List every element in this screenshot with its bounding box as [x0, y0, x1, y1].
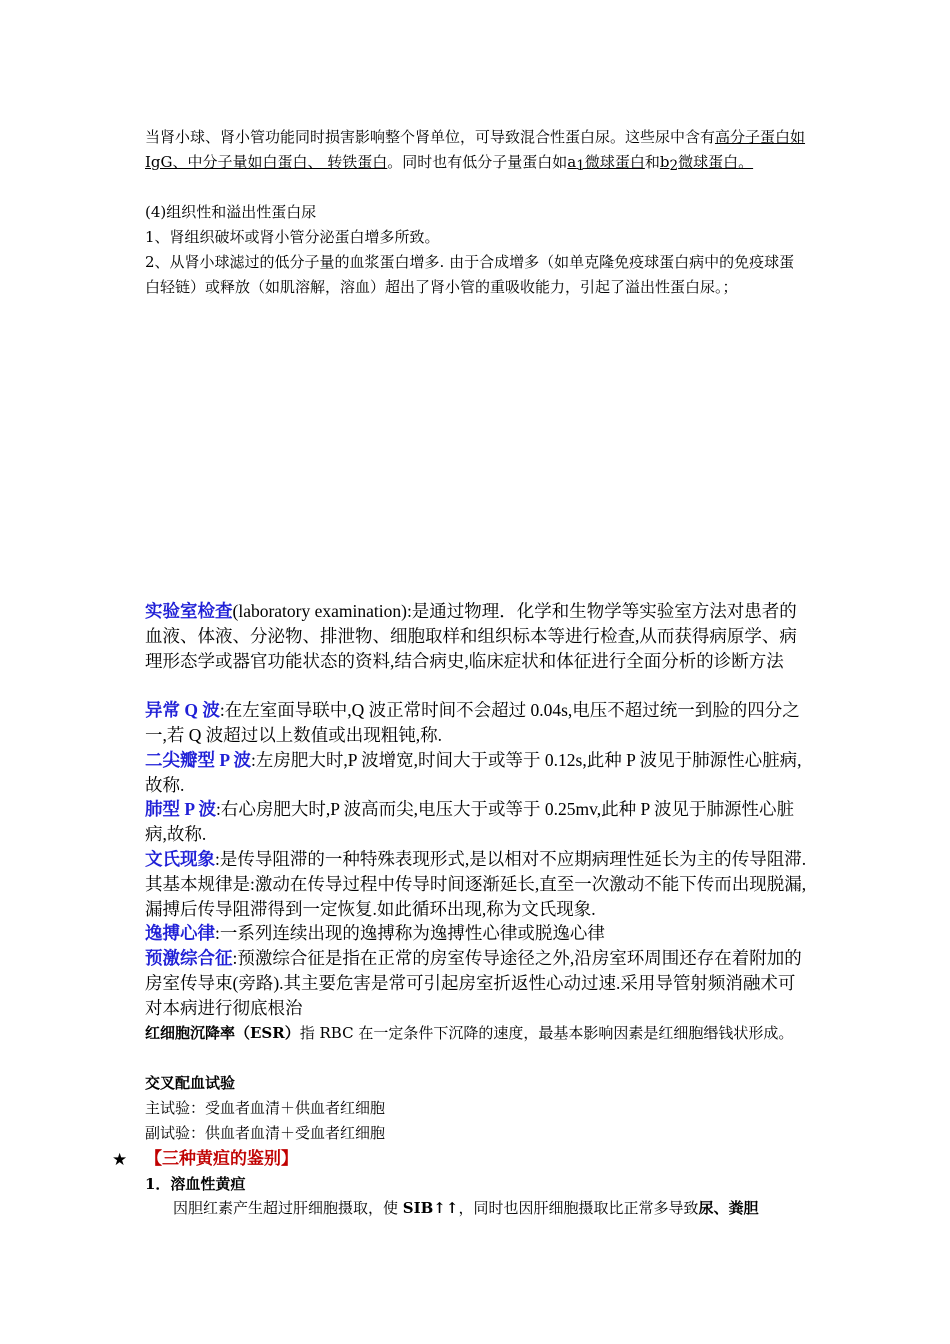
underlined-protein-list: 高分子蛋白如 IgG、中分子量如白蛋白、 转铁蛋白 — [145, 128, 806, 171]
crossmatch-minor: 副试验：供血者血清＋受血者红细胞 — [145, 1124, 386, 1142]
subheading-hemolytic-jaundice: 1．溶血性黄疸 — [145, 1175, 246, 1193]
b2-microglobulin: b2微球蛋白。 — [659, 152, 754, 174]
a1-microglobulin: a1微球蛋白 — [567, 152, 645, 174]
definition-abnormal-q-wave: 异常 Q 波:在左室面导联中,Q 波正常时间不会超过 0.04s,电压不超过统一到脸的四分之一,若 Q 波超过以上数值或出现粗钝,称. — [145, 700, 800, 745]
paragraph-esr: 红细胞沉降率（ESR）指 RBC 在一定条件下沉降的速度，最基本影响因素是红细胞缗钱状形成。 — [145, 1024, 794, 1042]
paragraph-hemolytic: 因胆红素产生超过肝细胞摄取，使 SIB↑↑，同时也因肝细胞摄取比正常多导致尿、粪胆 — [173, 1199, 759, 1217]
definition-pulmonary-p-wave: 肺型 P 波:右心房肥大时,P 波高而尖,电压大于或等于 0.25mv,此种 P 波见于肺源性心脏病,故称. — [145, 799, 794, 844]
term: 异常 Q 波 — [145, 700, 220, 720]
definition-escape-rhythm: 逸搏心律:一系列连续出现的逸搏称为逸搏性心律或脱逸心律 — [145, 923, 605, 943]
definition-mitral-p-wave: 二尖瓣型 P 波:左房肥大时,P 波增宽,时间大于或等于 0.12s,此种 P 波见于肺源性心脏病,故称. — [145, 750, 802, 795]
list-item-2: 2、从肾小球滤过的低分子量的血浆蛋白增多. 由于合成增多（如单克隆免疫球蛋白病中的免疫球蛋白轻链）或释放（如肌溶解，溶血）超出了肾小管的重吸收能力，引起了溢出性蛋白尿。； — [145, 253, 795, 296]
term: 逸搏心律 — [145, 923, 215, 943]
heading-tissue-overflow-proteinuria: (4)组织性和溢出性蛋白尿 — [145, 203, 317, 221]
paragraph-mixed-proteinuria: 当肾小球、肾小管功能同时损害影响整个肾单位，可导致混合性蛋白尿。这些尿中含有高分子蛋白如 IgG、中分子量如白蛋白、 转铁蛋白。同时也有低分子量蛋白如a1微球蛋白和b2微球蛋白。 — [145, 128, 806, 174]
term: 实验室检查 — [145, 601, 233, 621]
term: 文氏现象 — [145, 849, 215, 869]
term: 预激综合征 — [145, 948, 233, 968]
list-item-1: 1、肾组织破坏或肾小管分泌蛋白增多所致。 — [145, 228, 440, 246]
definition-preexcitation: 预激综合征:预激综合征是指在正常的房室传导途径之外,沿房室环周围还存在着附加的房室传导束(旁路).其主要危害是常可引起房室折返性心动过速.采用导管射频消融术可对本病进行彻底根治 — [145, 948, 802, 1018]
heading-crossmatch: 交叉配血试验 — [145, 1074, 236, 1092]
definition-lab-exam: 实验室检查(laboratory examination):是通过物理．化学和生物学等实验室方法对患者的血液、体液、分泌物、排泄物、细胞取样和组织标本等进行检查,从而获得病原学、病理形态学或器官功能状态的资料,结合病史,临床症状和体征进行全面分析的诊断方法 — [145, 601, 797, 671]
term: 二尖瓣型 P 波 — [145, 750, 251, 770]
term: 肺型 P 波 — [145, 799, 216, 819]
heading-jaundice: 【三种黄疸的鉴别】 — [145, 1149, 298, 1169]
crossmatch-main: 主试验：受血者血清＋供血者红细胞 — [145, 1099, 386, 1117]
star-icon: ★ — [112, 1150, 128, 1170]
definition-wenckebach: 文氏现象:是传导阻滞的一种特殊表现形式,是以相对不应期病理性延长为主的传导阻滞.其基本规律是:激动在传导过程中传导时间逐渐延长,直至一次激动不能下传而出现脱漏,漏搏后传导阻滞得到一定恢复.如此循环出现,称为文氏现象. — [145, 849, 807, 919]
